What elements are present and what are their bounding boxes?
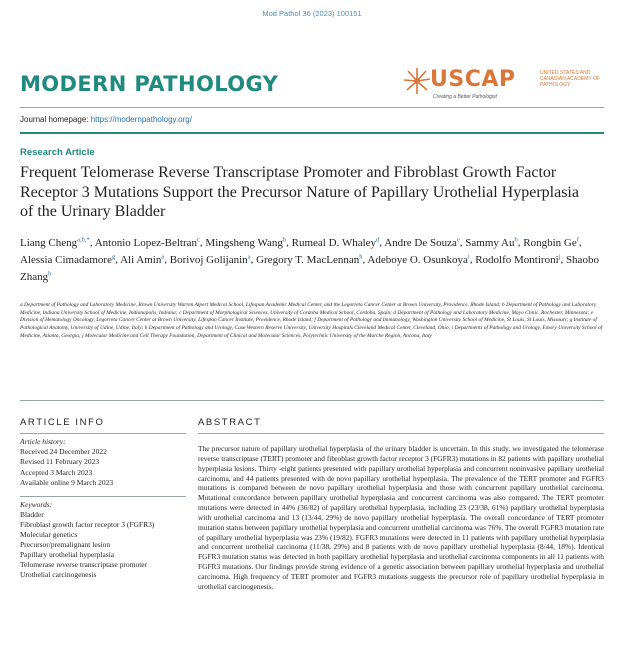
author-name-text: Adeboye O. Osunkoya [367,253,468,266]
author-affiliation-marker[interactable]: a [247,253,251,261]
author-affiliation-marker[interactable]: b [48,270,52,278]
author-name-text: Ali Amin [120,253,162,266]
author-affiliation-marker[interactable]: j [558,253,561,261]
author-name-text: Antonio Lopez-Beltran [94,236,198,249]
article-info-heading: ARTICLE INFO [20,417,105,428]
keyword-item[interactable]: Bladder [20,510,44,519]
author-name-text: Rongbin Ge [523,236,577,249]
keyword-item[interactable]: Papillary urothelial hyperplasia [20,550,115,559]
author-name-text: Rumeal D. Whaley [291,236,377,249]
author-name-text: Mingsheng Wang [205,236,283,249]
logo-mark-icon [402,66,432,96]
article-info-rule [20,433,186,434]
keyword-item[interactable]: Telomerase reverse transcriptase promoter [20,560,148,569]
author-name-text: Andre De Souza [384,236,457,249]
affiliations: a Department of Pathology and Laboratory Medicine, Brown University Warren Alpert Medical School, Lifespan Academic Medical Center, and the Legorreta Cancer Center at Brown University, Providence, Rhode Island; b Department of Pathology and Laboratory Medicine, Indiana University School of Medicine, Indianapolis, Indiana; c Department of Morphological Sciences, University of Cordoba Medical School, Cordoba, Spain; d Department of Pathology and Laboratory Medicine, Mayo Clinic, Rochester, Minnesota; e Division of Hematology Oncology, Legorreta Cancer Center at Brown University, Lifespan Cancer Institute, Providence, Rhode Island; f Department of Pathology and Immunology, Washington University School of Medicine, St Louis, St Louis, Missouri; g Institute of Pathological Anatomy, University of Udine, Udine, Italy; h Department of Pathology and Urology, Case Western Reserve University, University Hospitals Cleveland Medical Center, Cleveland, Ohio; i Departments of Pathology and Urology, Emory University School of Medicine, Atlanta, Georgia; j Molecular Medicine and Cell Therapy Foundation, Department of Clinical and Molecular Sciences, Polytechnic University of the Marche Region, Ancona, Italy [20,302,603,339]
author-affiliation-marker[interactable]: b [282,236,287,243]
author-name[interactable] [367,254,469,266]
author-affiliation-marker[interactable]: e [456,236,460,243]
keyword-item[interactable]: Fibroblast growth factor receptor 3 (FGFR3) [20,520,155,529]
author-name[interactable] [95,237,200,249]
keyword-item[interactable]: Molecular genetics [20,530,78,539]
author-name[interactable] [384,237,460,249]
author-affiliation-marker[interactable]: h [359,253,363,261]
abstract-heading: ABSTRACT [198,417,262,428]
author-affiliation-marker[interactable]: d [376,236,380,243]
author-name[interactable] [170,254,251,266]
author-name-text: Borivoj Golijanin [169,253,248,266]
author-name-text: Rodolfo Montironi [475,253,559,266]
author-name[interactable] [256,254,362,266]
author-affiliation-marker[interactable]: g [111,253,116,261]
author-name[interactable] [20,254,115,266]
history-received: Received 24 December 2022 [20,447,107,457]
keywords [20,500,186,580]
article-history [20,437,186,488]
article-type: Research Article [20,147,95,158]
keywords-rule [20,496,186,497]
author-affiliation-marker[interactable]: b [514,236,518,243]
article-title: Frequent Telomerase Reverse Transcriptase Promoter and Fibroblast Growth Factor Receptor 3 Mutations Support the Precursor Nature of Papillary Urothelial Hyperplasia of the Urinary Bladder [20,164,579,220]
section-divider [20,400,604,401]
author-affiliation-marker[interactable]: i [467,253,470,261]
homepage-label: Journal homepage: [20,115,91,124]
header-accent-rule [20,132,604,134]
author-name-text: Gregory T. MacLennan [256,253,360,266]
logo-tagline: Creating a Better Pathologist [433,94,497,100]
author-affiliation-marker[interactable]: f [576,236,579,243]
history-label: Article history: [20,437,66,446]
journal-citation: Mod Pathol 36 (2023) 100151 [262,9,362,18]
journal-homepage [20,115,192,124]
author-name[interactable] [523,237,579,249]
author-affiliation-marker[interactable]: a,b,* [77,236,90,243]
keyword-item[interactable]: Urothelial carcinogenesis [20,570,97,579]
author-name[interactable] [292,237,380,249]
history-accepted: Accepted 3 March 2023 [20,467,93,477]
author-list: Liang Cheng$^{a,b,*}$, Antonio Lopez-Beltran$^c$, Mingsheng Wang$^b$, Rumeal D. Whaley$^d$, Andre De Souza$^e$, Sammy Au$^b$, Rongbin Ge$^f$, Alessia Cimadamore$^g$, Ali Amin$^a$, Borivoj Golijanin$^a$, Gregory T. MacLennan$^h$, Adeboye O. Osunkoya$^i$, Rodolfo Montironi$^j$, Shaobo Zhang$^b$ [20,236,599,283]
author-name[interactable] [205,237,286,249]
header-divider [20,107,604,108]
logo-wordmark: USCAP [430,67,516,92]
keywords-label: Keywords: [20,500,53,509]
author-affiliation-marker[interactable]: c [197,236,200,243]
history-online: Available online 9 March 2023 [20,477,114,487]
abstract-rule [198,433,604,434]
logo-subtitle: UNITED STATES AND CANADIAN ACADEMY OF PATHOLOGY [540,70,600,88]
homepage-link[interactable]: https://modernpathology.org/ [90,115,192,124]
author-name[interactable] [475,254,560,266]
author-name-text: Shaobo Zhang [20,253,599,283]
author-name-text: Sammy Au [465,236,515,249]
abstract-text: The precursor nature of papillary urothelial hyperplasia of the urinary bladder is uncertain. In this study, we investigated the telomerase reverse transcriptase (TERT) promoter and fibroblast growth factor receptor 3 (FGFR3) mutations in 82 patients with papillary urothelial hyperplasia lesions. Thirty -eight patients presented with papillary urothelial hyperplasia and concurrent noninvasive papillary urothelial carcinoma, and 44 patients presented with de novo papillary urothelial hyperplasia. The prevalence of the TERT promoter and FGFR3 mutations is compared between de novo papillary urothelial hyperplasia and those with concurrent papillary urothelial carcinoma. Mutational concordance between papillary urothelial hyperplasia and concurrent carcinoma was also compared. The TERT promoter mutations were detected in 44% (36/82) of papillary urothelial hyperplasia, including 23 (23/38, 61%) papillary urothelial hyperplasia with urothelial carcinoma and 13 (13/44, 29%) de novo papillary urothelial hyperplasia. The overall concordance of TERT promoter mutation status between papillary urothelial hyperplasia and concurrent urothelial carcinoma was 76%. The overall FGFR3 mutation rate of papillary urothelial hyperplasia was 23% (19/82). FGFR3 mutations were detected in 11 patients with papillary urothelial hyperplasia and concurrent urothelial carcinoma (11/38, 29%) and 8 patients with de novo papillary urothelial hyperplasia (8/44, 18%). Identical FGFR3 mutation status was detected in both papillary urothelial hyperplasia and urothelial carcinoma components in all 11 patients with FGFR3 mutations. Our findings provide strong evidence of a genetic association between papillary urothelial hyperplasia and urothelial carcinoma. High frequency of TERT promoter and FGFR3 mutations suggests the precursor role of papillary urothelial hyperplasia in urothelial carcinogenesis. [198,444,604,591]
journal-name: MODERN PATHOLOGY [20,72,279,96]
keyword-item[interactable]: Precursor/premalignant lesion [20,540,111,549]
author-name[interactable] [20,237,90,249]
author-name[interactable] [465,237,517,249]
author-name-text: Alessia Cimadamore [20,253,112,266]
author-name-text: Liang Cheng [20,236,78,249]
author-affiliation-marker[interactable]: a [161,253,165,261]
uscap-logo [400,64,610,104]
history-revised: Revised 11 February 2023 [20,457,100,467]
author-name[interactable] [120,254,164,266]
